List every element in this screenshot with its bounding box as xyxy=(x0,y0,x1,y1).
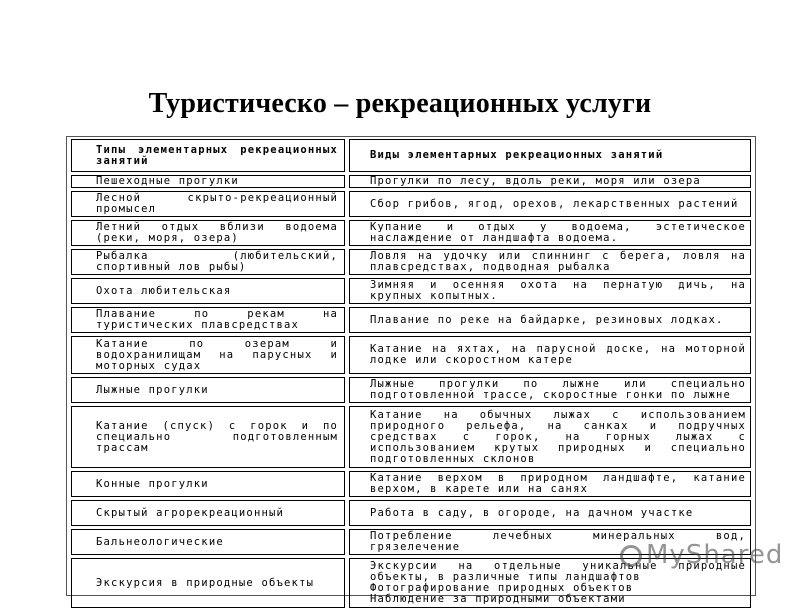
row-type: Пешеходные прогулки xyxy=(71,175,345,188)
page-title: Туристическо – рекреационных услуги xyxy=(148,88,652,119)
row-type: Лыжные прогулки xyxy=(71,377,345,403)
watermark-logo-icon xyxy=(620,545,642,567)
row-type: Скрытый агрорекреационный xyxy=(71,500,345,526)
watermark-text: MyShared xyxy=(646,540,784,570)
row-kind: Купание и отдых у водоема, эстетическое наслаждение от ландшафта водоема. xyxy=(349,220,751,246)
row-kind: Прогулки по лесу, вдоль реки, моря или озера xyxy=(349,175,751,188)
table-row xyxy=(71,500,751,526)
table-row xyxy=(71,377,751,403)
watermark xyxy=(620,540,783,570)
row-kind: Катание верхом в природном ландшафте, катание верхом, в карете или на санях xyxy=(349,471,751,497)
row-kind: Катание на обычных лыжах с использованием природного рельефа, на санках и подручных средствах с горок, на горных лыжах с использованием крутых природных и специально подготовленных склонов xyxy=(349,406,751,468)
table-header-row xyxy=(71,139,751,172)
row-type: Рыбалка (любительский, спортивный лов рыбы) xyxy=(71,249,345,275)
header-types: Типы элементарных рекреационных занятий xyxy=(71,139,345,172)
row-kind: Лыжные прогулки по лыжне или специально подготовленной трассе, скоростные гонки по лыжне xyxy=(349,377,751,403)
header-kinds: Виды элементарных рекреационных занятий xyxy=(349,139,751,172)
row-type: Летний отдых вблизи водоема (реки, моря, озера) xyxy=(71,220,345,246)
table-row xyxy=(71,249,751,275)
table-row xyxy=(71,175,751,188)
row-type: Экскурсия в природные объекты xyxy=(71,558,345,608)
table-row xyxy=(71,278,751,304)
row-kind: Катание на яхтах, на парусной доске, на моторной лодке или скоростном катере xyxy=(349,336,751,374)
row-kind: Экскурсии на отдельные уникальные природные объекты, в различные типы ландшафтов Фотографирование природных объектов Наблюдение за природными объектами xyxy=(349,558,751,608)
services-table-frame xyxy=(66,136,756,605)
table-row xyxy=(71,406,751,468)
row-type: Катание по озерам и водохранилищам на парусных и моторных судах xyxy=(71,336,345,374)
table-row xyxy=(71,471,751,497)
table-row xyxy=(71,191,751,217)
row-type: Бальнеологические xyxy=(71,529,345,555)
table-row xyxy=(71,336,751,374)
table-row xyxy=(71,307,751,333)
row-kind: Плавание по реке на байдарке, резиновых лодках. xyxy=(349,307,751,333)
row-kind: Сбор грибов, ягод, орехов, лекарственных растений xyxy=(349,191,751,217)
row-kind: Потребление лечебных минеральных вод, грязелечение xyxy=(349,529,751,555)
row-type: Конные прогулки xyxy=(71,471,345,497)
row-type: Плавание по рекам на туристических плавсредствах xyxy=(71,307,345,333)
row-type: Лесной скрыто-рекреационный промысел xyxy=(71,191,345,217)
row-kind: Работа в саду, в огороде, на дачном участке xyxy=(349,500,751,526)
row-kind: Ловля на удочку или спиннинг с берега, ловля на плавсредствах, подводная рыбалка xyxy=(349,249,751,275)
table-row xyxy=(71,220,751,246)
row-type: Катание (спуск) с горок и по специально подготовленным трассам xyxy=(71,406,345,468)
row-type: Охота любительская xyxy=(71,278,345,304)
row-kind: Зимняя и осенняя охота на пернатую дичь, на крупных копытных. xyxy=(349,278,751,304)
